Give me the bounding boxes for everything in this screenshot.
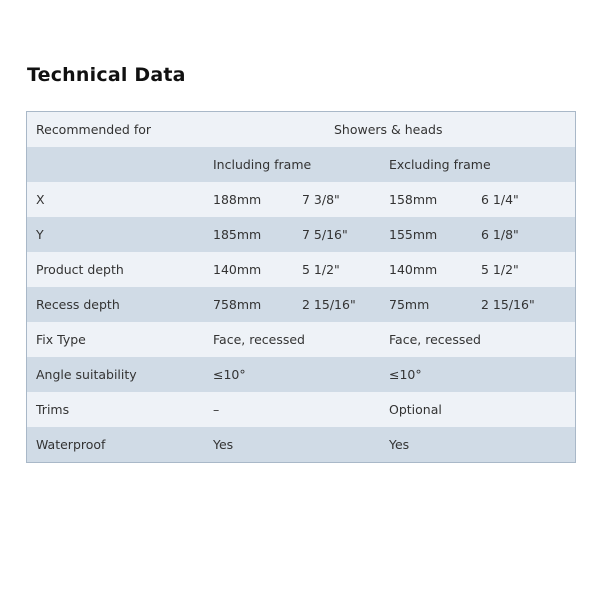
including-inch-value: 7 5/16" bbox=[302, 227, 348, 242]
table-row-recess-depth bbox=[27, 287, 575, 322]
table-row-trims bbox=[27, 392, 575, 427]
recommended-value: Showers & heads bbox=[334, 122, 443, 137]
excluding-inch-value: 5 1/2" bbox=[481, 262, 519, 277]
table-header-row bbox=[27, 147, 575, 182]
excluding-mm-value: 75mm bbox=[389, 297, 430, 312]
table-row-x bbox=[27, 182, 575, 217]
including-mm-value: 758mm bbox=[213, 297, 262, 312]
including-value: ≤10° bbox=[213, 367, 246, 382]
technical-data-table bbox=[26, 111, 576, 463]
table-row-product-depth bbox=[27, 252, 575, 287]
including-inch-value: 2 15/16" bbox=[302, 297, 356, 312]
excluding-inch-value: 6 1/4" bbox=[481, 192, 519, 207]
table-row-recommended-for bbox=[27, 112, 575, 147]
excluding-inch-value: 2 15/16" bbox=[481, 297, 535, 312]
table-row-y bbox=[27, 217, 575, 252]
row-label: Product depth bbox=[36, 262, 124, 277]
page-title: Technical Data bbox=[27, 64, 186, 86]
column-header-including-frame: Including frame bbox=[213, 157, 312, 172]
row-label: Recommended for bbox=[36, 122, 152, 137]
excluding-mm-value: 158mm bbox=[389, 192, 438, 207]
row-label: Fix Type bbox=[36, 332, 86, 347]
including-mm-value: 188mm bbox=[213, 192, 262, 207]
table-row-fix-type bbox=[27, 322, 575, 357]
including-mm-value: 140mm bbox=[213, 262, 262, 277]
including-inch-value: 7 3/8" bbox=[302, 192, 340, 207]
excluding-value: Yes bbox=[389, 437, 410, 452]
excluding-value: Face, recessed bbox=[389, 332, 481, 347]
excluding-mm-value: 140mm bbox=[389, 262, 438, 277]
table-row-angle-suitability bbox=[27, 357, 575, 392]
table-row-waterproof bbox=[27, 427, 575, 462]
excluding-inch-value: 6 1/8" bbox=[481, 227, 519, 242]
row-label: Waterproof bbox=[36, 437, 106, 452]
including-value: – bbox=[213, 402, 220, 417]
including-inch-value: 5 1/2" bbox=[302, 262, 340, 277]
row-label: X bbox=[36, 192, 45, 207]
including-mm-value: 185mm bbox=[213, 227, 262, 242]
including-value: Face, recessed bbox=[213, 332, 305, 347]
excluding-value: ≤10° bbox=[389, 367, 422, 382]
row-label: Y bbox=[36, 227, 44, 242]
excluding-value: Optional bbox=[389, 402, 442, 417]
column-header-excluding-frame: Excluding frame bbox=[389, 157, 491, 172]
including-value: Yes bbox=[213, 437, 234, 452]
row-label: Angle suitability bbox=[36, 367, 137, 382]
row-label: Trims bbox=[36, 402, 70, 417]
excluding-mm-value: 155mm bbox=[389, 227, 438, 242]
row-label: Recess depth bbox=[36, 297, 120, 312]
